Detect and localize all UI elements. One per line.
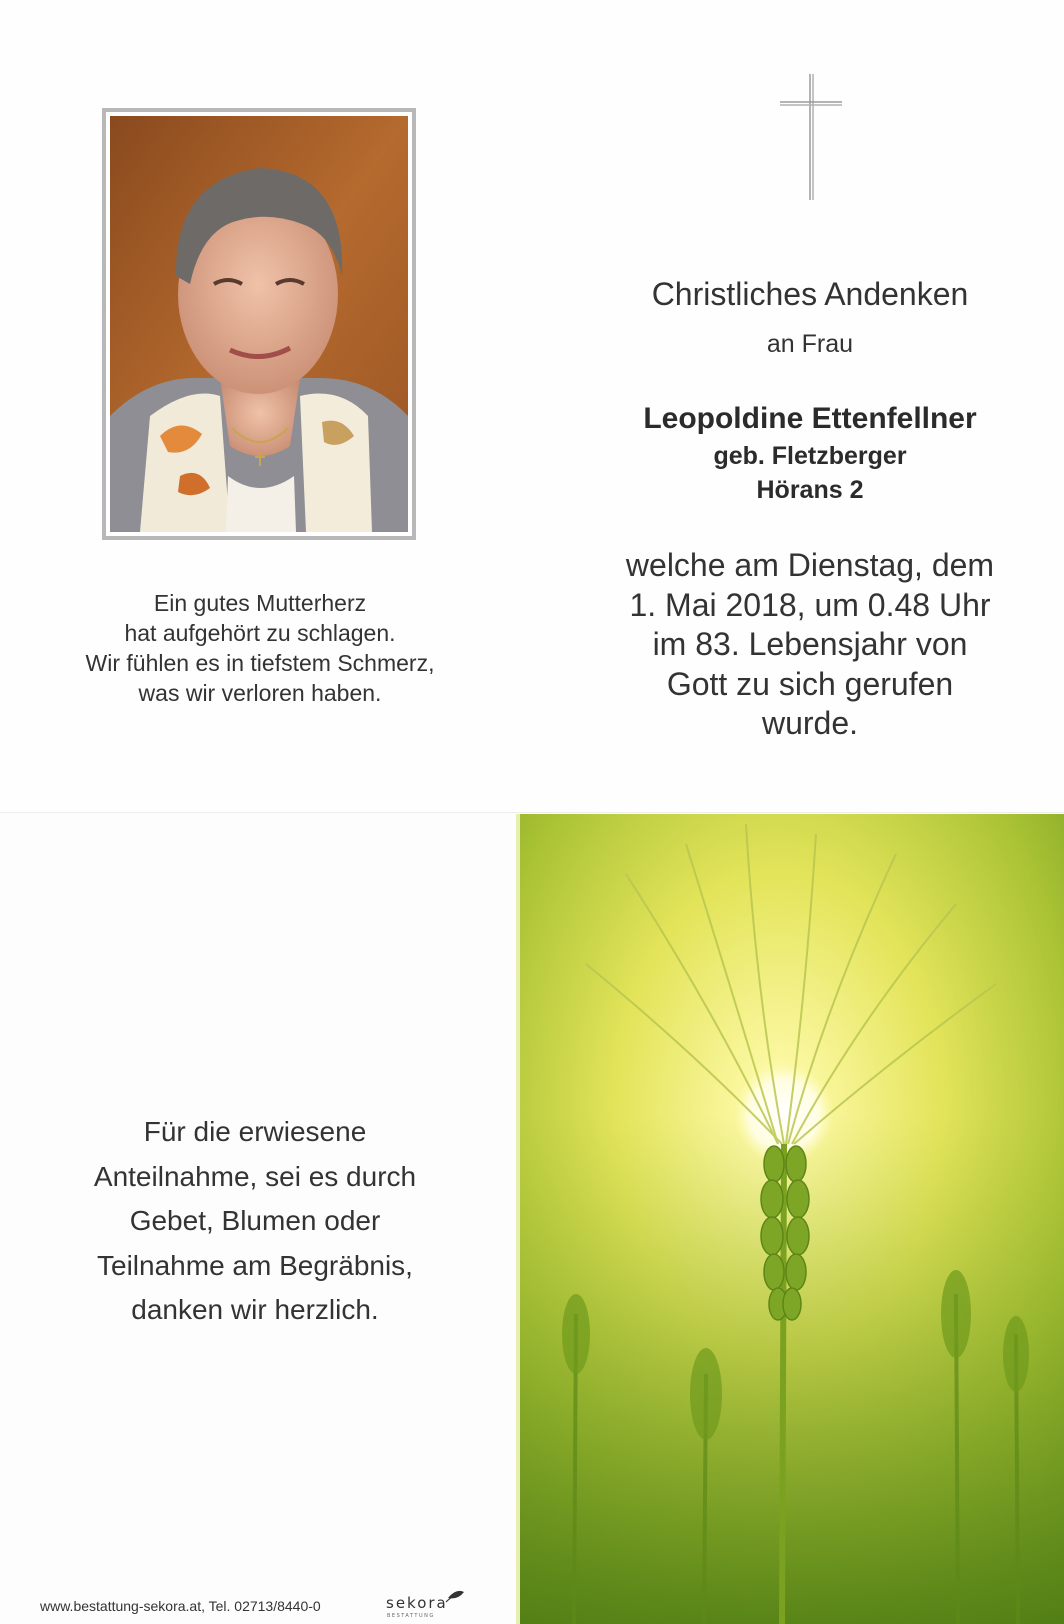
thanks-line: Für die erwiesene [143,1116,367,1147]
passing-line: Gott zu sich gerufen [666,665,954,702]
portrait-frame [102,108,416,540]
thanks-text [0,1110,510,1333]
passing-line: wurde. [761,705,859,741]
fold-divider [0,812,1064,813]
footer-contact: www.bestattung-sekora.at, Tel. 02713/8440-0 [40,1598,321,1614]
maiden-name: geb. Fletzberger [713,442,907,470]
memorial-verse [0,588,520,708]
logo-subtext: BESTATTUNG [387,1613,435,1619]
passing-line: im 83. Lebensjahr von [652,626,968,662]
passing-line: welche am Dienstag, dem [625,547,995,583]
card-heading: Christliches Andenken [651,276,969,312]
deceased-name: Leopoldine Ettenfellner [643,402,977,435]
card-subheading: an Frau [766,330,854,358]
cross-icon [780,74,842,200]
verse-line: Ein gutes Mutterherz [153,590,367,616]
portrait-photo [110,116,408,532]
thanks-line: Anteilnahme, sei es durch [93,1160,417,1192]
thanks-line: Teilnahme am Begräbnis, [97,1249,413,1281]
address: Hörans 2 [756,476,864,504]
thanks-line: danken wir herzlich. [131,1294,379,1325]
logo-wordmark: sekora [386,1594,448,1612]
thanks-line: Gebet, Blumen oder [129,1205,381,1236]
leaf-icon [448,1591,464,1599]
sekora-logo [386,1586,466,1620]
passing-text [560,546,1060,744]
wheat-sunset-image [516,814,1064,1624]
passing-line: 1. Mai 2018, um 0.48 Uhr [629,586,991,623]
verse-line: Wir fühlen es in tiefstem Schmerz, [85,650,435,676]
verse-line: hat aufgehört zu schlagen. [124,620,396,646]
verse-line: was wir verloren haben. [138,680,382,706]
